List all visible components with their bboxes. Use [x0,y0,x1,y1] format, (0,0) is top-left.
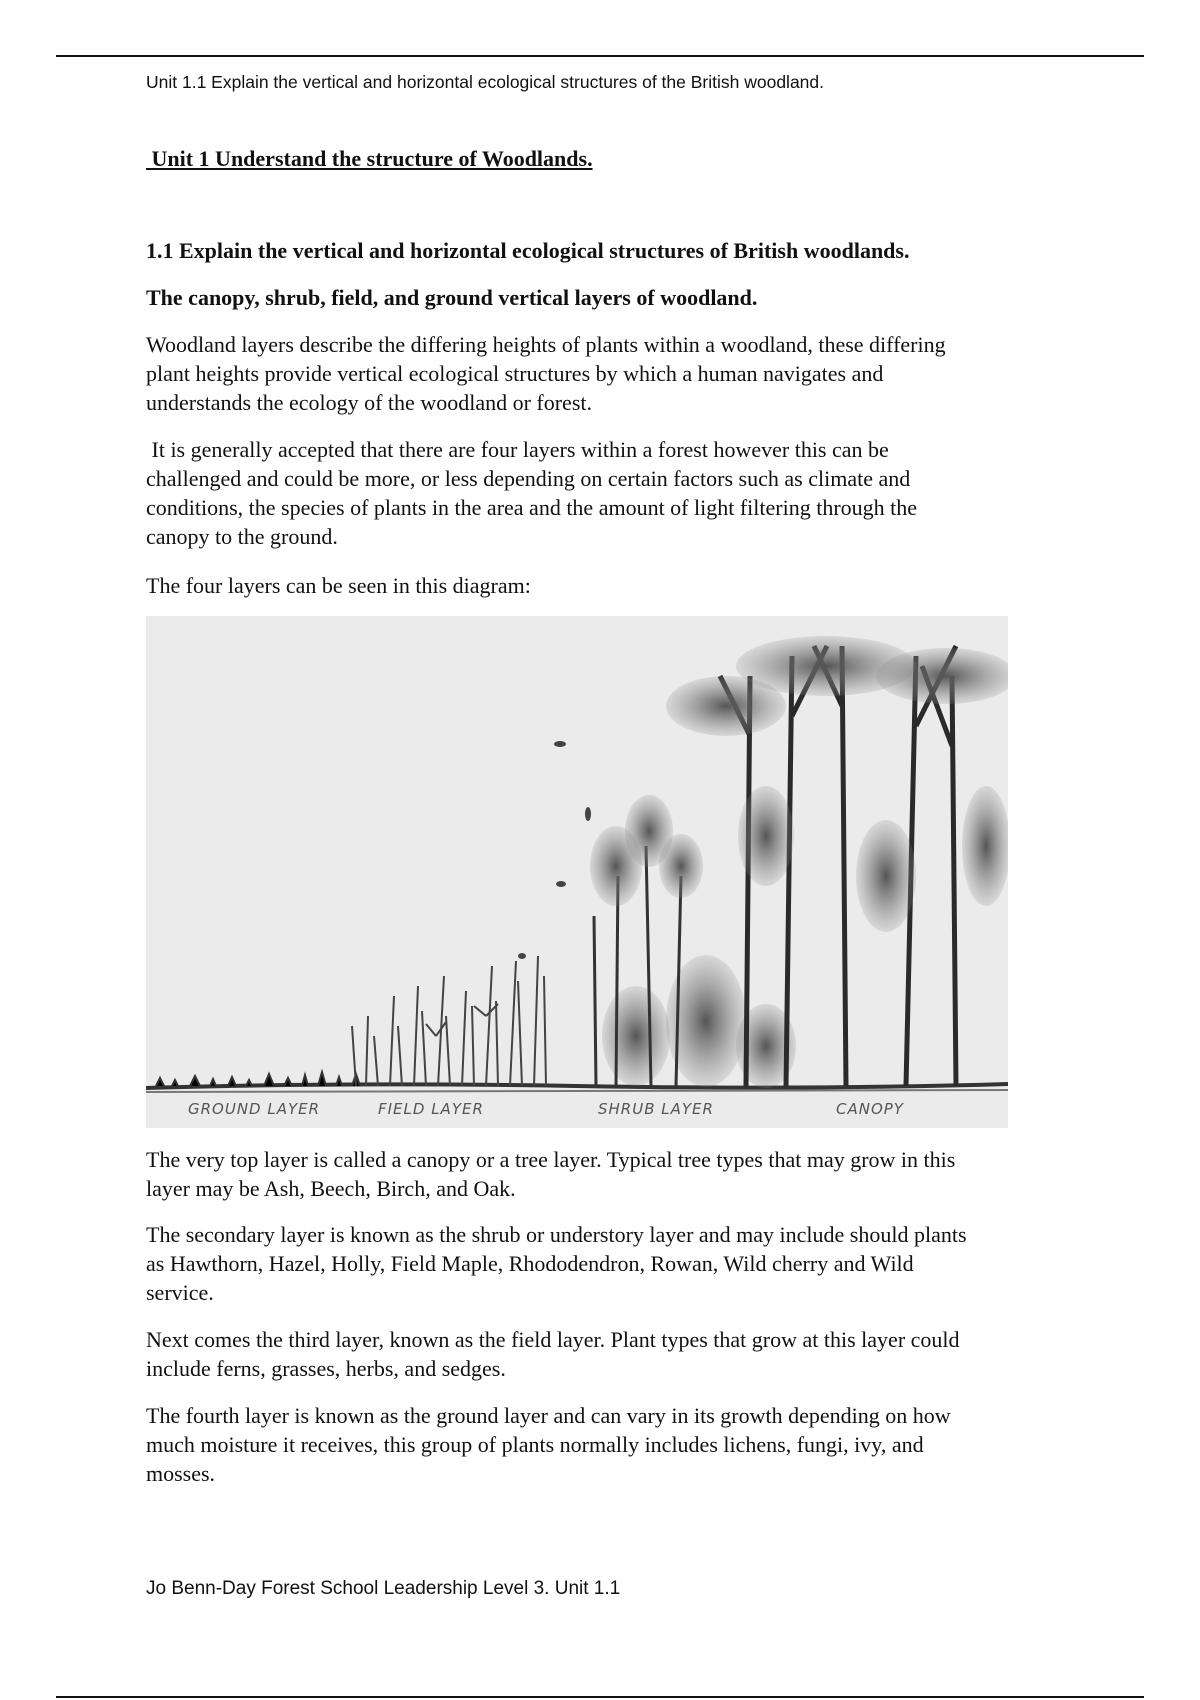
paragraph-diagram-intro: The four layers can be seen in this diagram: [146,573,531,598]
paragraph-four-layers: It is generally accepted that there are four layers within a forest however this can be challenged and could be more, or less depending on certain factors such as climate and conditions, the species of plants in the area and the amount of light filtering through the canopy to the ground. [146,437,918,549]
unit-title: Unit 1 Understand the structure of Woodlands. [146,146,593,171]
ground-line [146,1084,1008,1088]
woodland-sketch [146,616,1008,1128]
paragraph-ground-layer: The fourth layer is known as the ground layer and can vary in its growth depending on how much moisture it receives, this group of plants normally includes lichens, fungi, ivy, and mosses. [146,1403,951,1486]
field-layer-plants [352,956,546,1086]
label-field-layer: FIELD LAYER [378,1100,484,1118]
subsection-heading: The canopy, shrub, field, and ground vertical layers of woodland. [146,285,758,310]
falling-leaves [518,741,591,959]
woodland-layers-diagram [146,616,1008,1128]
canopy-foliage [666,636,1008,932]
section-heading: 1.1 Explain the vertical and horizontal ecological structures of British woodlands. [146,238,910,263]
label-ground-layer: GROUND LAYER [188,1100,321,1118]
paragraph-canopy-layer: The very top layer is called a canopy or a tree layer. Typical tree types that may grow in this layer may be Ash, Beech, Birch, and Oak. [146,1147,956,1201]
top-rule [56,55,1144,57]
running-header: Unit 1.1 Explain the vertical and horizontal ecological structures of the British woodland. [146,72,825,92]
label-canopy: CANOPY [836,1100,904,1118]
label-shrub-layer: SHRUB LAYER [598,1100,714,1118]
paragraph-shrub-layer: The secondary layer is known as the shrub or understory layer and may include should plants as Hawthorn, Hazel, Holly, Field Maple, Rhododendron, Rowan, Wild cherry and Wild service. [146,1222,967,1305]
page-footer: Jo Benn-Day Forest School Leadership Level 3. Unit 1.1 [146,1578,621,1599]
paragraph-woodland-layers: Woodland layers describe the differing heights of plants within a woodland, these differing plant heights provide vertical ecological structures by which a human navigates and understands the ecology of the woodland or forest. [146,332,946,415]
bottom-rule [56,1696,1144,1698]
paragraph-field-layer: Next comes the third layer, known as the field layer. Plant types that grow at this layer could include ferns, grasses, herbs, and sedges. [146,1327,960,1381]
